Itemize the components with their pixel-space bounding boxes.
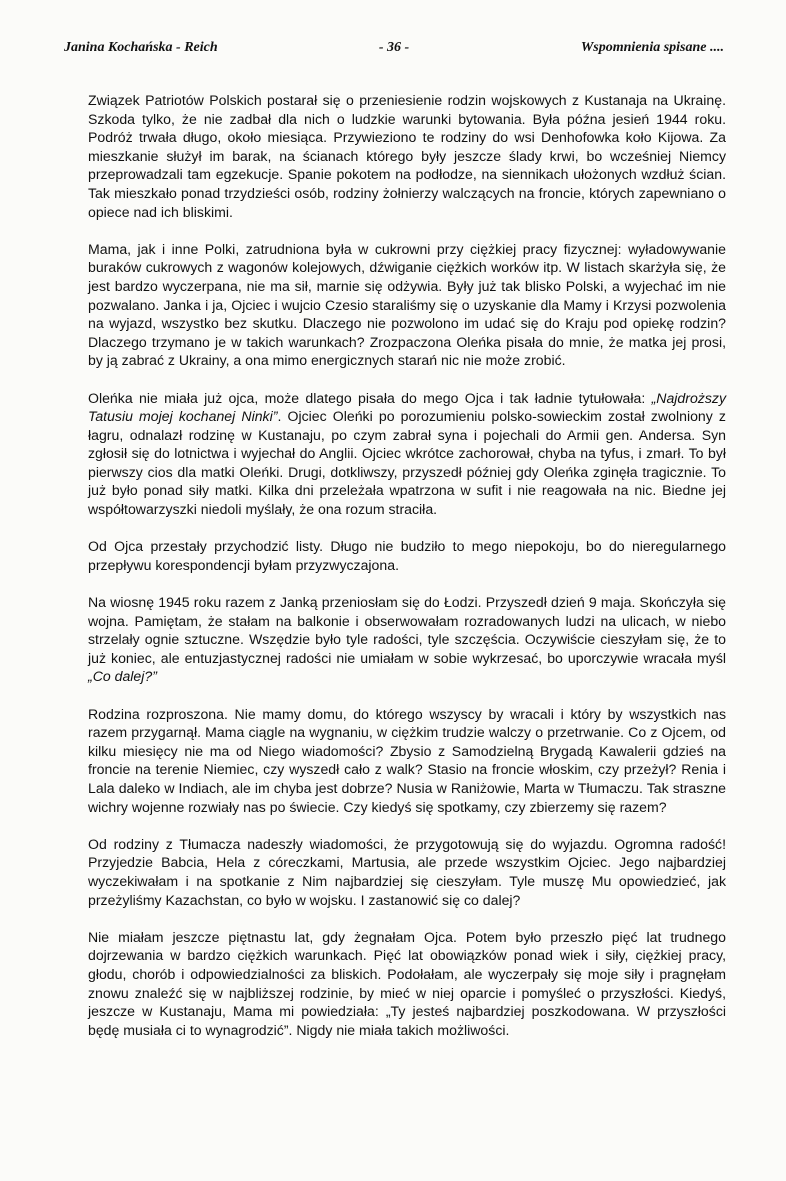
paragraph-5-lead: Na wiosnę 1945 roku razem z Janką przeniosłam się do Łodzi. Przyszedł dzień 9 maja. Skończyła się wojna. Pamiętam, że stałam na balkonie i obserwowałam rozradowanych ludzi na ulicach, w niebo strzelały ognie sztuczne. Wszędzie było tyle radości, tyle szczęścia. Oczywiście cieszyłam się, że to już koniec, ale entuzjastycznej radości nie umiałam w sobie wykrzesać, bo uporczywie wracała myśl — [88, 594, 726, 666]
paragraph-2: Mama, jak i inne Polki, zatrudniona była w cukrowni przy ciężkiej pracy fizycznej: wyładowywanie buraków cukrowych z wagonów kolejowych, dźwiganie ciężkich worków itp. W listach skarżyła się, że jest bardzo wyczerpana, nie ma sił, marnie się odżywia. Były już tak blisko Polski, a wyjechać im nie pozwalano. Janka i ja, Ojciec i wujcio Czesio staraliśmy się o uzyskanie dla Mamy i Krzysi pozwolenia na wyjazd, wszystko bez skutku. Dlaczego nie pozwolono im udać się do Kraju pod opiekę rodzin? Dlaczego trzymano je w takich warunkach? Zrozpaczona Oleńka pisała do mnie, że matka jej prosi, by ją zabrać z Ukrainy, a ona mimo energicznych starań nic nie może zrobić. — [88, 240, 726, 369]
running-header — [64, 40, 724, 62]
paragraph-5-quote: „Co dalej?” — [88, 668, 157, 685]
paragraph-4: Od Ojca przestały przychodzić listy. Długo nie budziło to mego niepokoju, bo do nieregularnego przepływu korespondencji byłam przyzwyczajona. — [88, 538, 726, 573]
header-author: Janina Kochańska - Reich — [64, 40, 218, 55]
body-text — [88, 91, 726, 1039]
paragraph-5 — [88, 593, 726, 686]
paragraph-3 — [88, 389, 726, 519]
header-page-number: - 36 - — [378, 40, 410, 55]
paragraph-6: Rodzina rozproszona. Nie mamy domu, do którego wszyscy by wracali i który by wszystkich nas razem przygarnął. Mama ciągle na wygnaniu, w ciężkim trudzie walczy o przetrwanie. Co z Ojcem, od kilku miesięcy nie ma od Niego wiadomości? Zbysio z Samodzielną Brygadą Kawalerii gdzieś na froncie na terenie Niemiec, czy wyszedł cało z walk? Stasio na froncie włoskim, czy przeżył? Renia i Lala daleko w Indiach, ale im chyba jest dobrze? Nusia w Raniżowie, Marta w Tłumaczu. Tak straszne wichry wojenne rozwiały nas po świecie. Czy kiedyś się spotkamy, czy zbierzemy się razem? — [88, 705, 726, 815]
paragraph-3-lead: Oleńka nie miała już ojca, może dlatego pisała do mego Ojca i tak ładnie tytułowała: — [88, 389, 652, 406]
paragraph-3-quote: „Najdroższy Tatusiu mojej kochanej Ninki” — [88, 389, 726, 425]
paragraph-1: Związek Patriotów Polskich postarał się o przeniesienie rodzin wojskowych z Kustanaja na Ukrainę. Szkoda tylko, że nie zadbał dla nich o ludzkie warunki bytowania. Była późna jesień 1944 roku. Podróż trwała długo, około miesiąca. Przywieziono te rodziny do wsi Denhofowka koło Kijowa. Za mieszkanie służył im barak, na ścianach którego były jeszcze ślady krwi, bo wcześniej Niemcy przeprowadzali tam egzekucje. Spanie pokotem na podłodze, na siennikach ułożonych wzdłuż ścian. Tak mieszkało ponad trzydzieści osób, rodziny żołnierzy walczących na froncie, których zapewniano o opiece nad ich bliskimi. — [88, 92, 726, 220]
header-book-title: Wspomnienia spisane .... — [580, 40, 724, 55]
paragraph-3-tail: . Ojciec Oleńki po porozumieniu polsko-sowieckim został zwolniony z łagru, odnalazł rodzinę w Kustanaju, po czym zabrał syna i pojechali do Armii gen. Andersa. Syn zgłosił się do lotnictwa i wyjechał do Anglii. Ojciec wkrótce zachorował, chyba na tyfus, i zmarł. To był pierwszy cios dla matki Oleńki. Drugi, dotkliwszy, przyszedł później gdy Oleńka zginęła tragicznie. To już było ponad siły matki. Kilka dni przeleżała wpatrzona w sufit i nie reagowała na nic. Biedne jej współtowarzyszki niedoli myślały, że ona rozum straciła. — [88, 408, 726, 518]
paragraph-7: Od rodziny z Tłumacza nadeszły wiadomości, że przygotowują się do wyjazdu. Ogromna radość! Przyjedzie Babcia, Hela z córeczkami, Martusia, ale przede wszystkim Ojciec. Jego najbardziej wyczekiwałam i na spotkanie z Nim najbardziej się cieszyłam. Tyle muszę Mu opowiedzieć, jak przeżyliśmy Kazachstan, co było w wojsku. I zastanowić się co dalej? — [88, 835, 726, 908]
paragraph-8: Nie miałam jeszcze piętnastu lat, gdy żegnałam Ojca. Potem było przeszło pięć lat trudnego dojrzewania w bardzo ciężkich warunkach. Pięć lat obowiązków ponad wiek i siły, ciężkiej pracy, głodu, chorób i odpowiedzialności za bliskich. Podołałam, ale wyczerpały się moje siły i pragnęłam znowu znaleźć się w najbliższej rodzinie, by mieć w niej oparcie i pomyśleć o przyszłości. Kiedyś, jeszcze w Kustanaju, Mama mi powiedziała: „Ty jesteś najbardziej poszkodowana. W przyszłości będę musiała ci to wynagrodzić”. Nigdy nie miała takich możliwości. — [88, 928, 726, 1038]
